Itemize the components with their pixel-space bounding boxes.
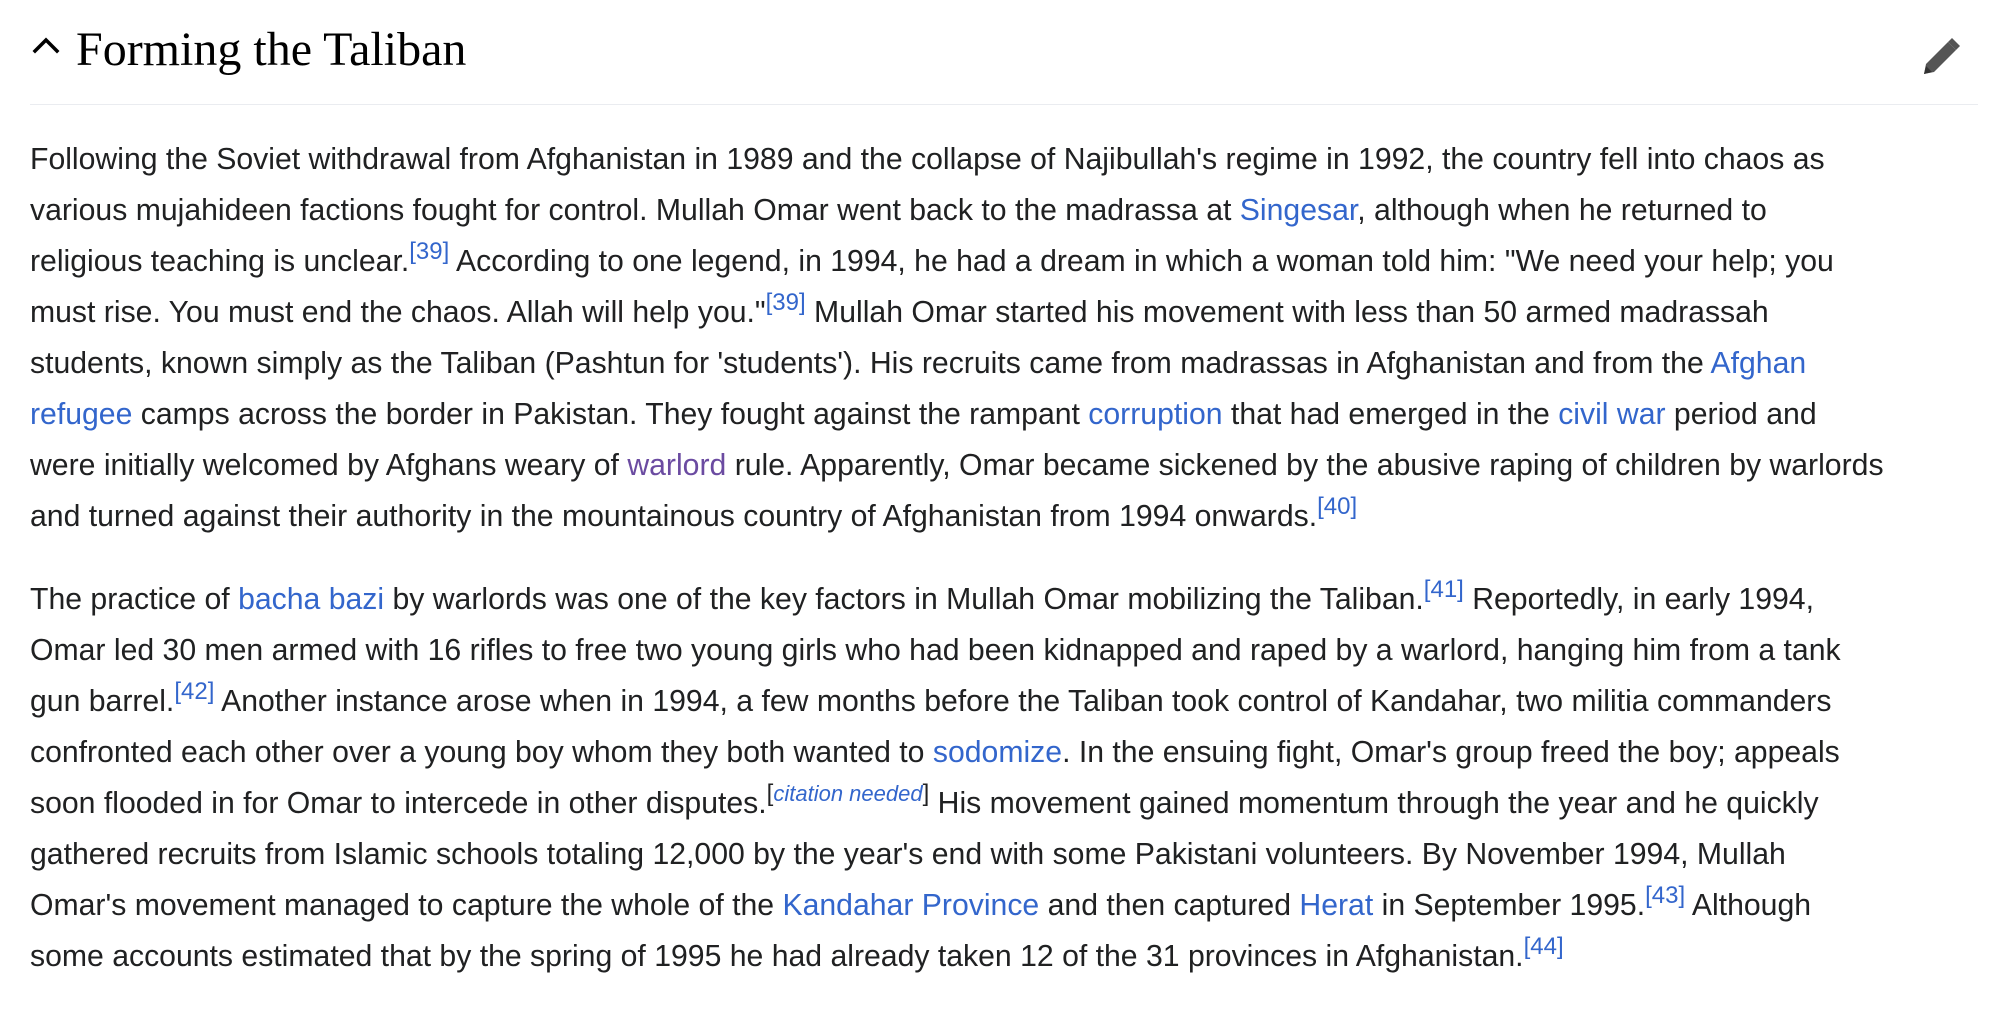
text-run: , although when he returned to <box>1357 194 1767 227</box>
link-sodomize[interactable]: sodomize <box>932 736 1063 769</box>
text-run: and turned against their authority in the mountainous country of Afghanistan from 1994 onwards. <box>30 500 1318 533</box>
reference-link[interactable]: [44] <box>1523 933 1564 960</box>
text-run: gun barrel. <box>30 685 175 718</box>
text-run: Reportedly, in early 1994, <box>1463 583 1814 616</box>
link-kandahar-province[interactable]: Kandahar Province <box>782 889 1040 922</box>
paragraph-2 <box>30 574 1982 982</box>
text-run: and then captured <box>1039 889 1300 922</box>
link-herat[interactable]: Herat <box>1299 889 1374 922</box>
citation-needed-link[interactable]: citation needed <box>773 781 923 806</box>
text-run: some accounts estimated that by the spring of 1995 he had already taken 12 of the 31 provinces in Afghanistan. <box>30 940 1524 973</box>
text-run: were initially welcomed by Afghans weary of <box>30 449 628 482</box>
text-line <box>30 134 1982 185</box>
link-bacha-bazi[interactable]: bacha bazi <box>238 583 385 616</box>
text-run: His movement gained momentum through the year and he quickly <box>929 787 1819 820</box>
text-line <box>30 829 1982 880</box>
text-run: According to one legend, in 1994, he had a dream in which a woman told him: "We need your help; you <box>449 245 1834 278</box>
text-line <box>30 389 1982 440</box>
reference-link[interactable]: [41] <box>1423 576 1464 603</box>
text-run: Following the Soviet withdrawal from Afghanistan in 1989 and the collapse of Najibullah's regime in 1992, the country fell into chaos as <box>30 143 1825 176</box>
text-line <box>30 338 1982 389</box>
text-line <box>30 727 1982 778</box>
text-line <box>30 185 1982 236</box>
reference-link[interactable]: [40] <box>1317 493 1358 520</box>
reference-39 <box>766 289 806 316</box>
bracket: ] <box>922 780 930 807</box>
text-run: rule. Apparently, Omar became sickened by the abusive raping of children by warlords <box>726 449 1884 482</box>
article-content <box>30 134 1982 1014</box>
link-afghan-refugee[interactable]: Afghan <box>1710 347 1807 380</box>
text-run: Another instance arose when in 1994, a few months before the Taliban took control of Kandahar, two militia commanders <box>214 685 1832 718</box>
text-line <box>30 287 1982 338</box>
text-run: . In the ensuing fight, Omar's group freed the boy; appeals <box>1062 736 1840 769</box>
text-run: by warlords was one of the key factors in Mullah Omar mobilizing the Taliban. <box>384 583 1424 616</box>
text-line <box>30 440 1982 491</box>
text-line <box>30 574 1982 625</box>
text-run: The practice of <box>30 583 239 616</box>
text-line <box>30 236 1982 287</box>
reference-link[interactable]: [42] <box>174 678 215 705</box>
text-line <box>30 676 1982 727</box>
link-afghan-refugee[interactable]: refugee <box>30 398 133 431</box>
reference-link[interactable]: [43] <box>1645 882 1686 909</box>
reference-41 <box>1424 576 1464 603</box>
text-run: in September 1995. <box>1373 889 1646 922</box>
text-line <box>30 931 1982 982</box>
text-run: students, known simply as the Taliban (Pashtun for 'students'). His recruits came from madrassas in Afghanistan and from the <box>30 347 1711 380</box>
text-run: gathered recruits from Islamic schools totaling 12,000 by the year's end with some Pakistani volunteers. By November 1994, Mullah <box>30 838 1786 871</box>
text-run: various mujahideen factions fought for control. Mullah Omar went back to the madrassa at <box>30 194 1240 227</box>
text-run: Omar's movement managed to capture the whole of the <box>30 889 783 922</box>
reference-43 <box>1645 882 1685 909</box>
link-singesar[interactable]: Singesar <box>1239 194 1358 227</box>
text-line <box>30 491 1982 542</box>
text-line <box>30 625 1982 676</box>
text-run: confronted each other over a young boy whom they both wanted to <box>30 736 933 769</box>
link-warlord[interactable]: warlord <box>627 449 727 482</box>
chevron-up-icon[interactable] <box>30 30 62 62</box>
text-run: that had emerged in the <box>1222 398 1559 431</box>
reference-44 <box>1524 933 1564 960</box>
pencil-icon[interactable] <box>1920 36 1962 78</box>
text-run: soon flooded in for Omar to intercede in other disputes. <box>30 787 767 820</box>
reference-link[interactable]: [39] <box>765 289 806 316</box>
link-corruption[interactable]: corruption <box>1088 398 1223 431</box>
reference-39 <box>409 238 449 265</box>
text-line <box>30 778 1982 829</box>
text-run: Mullah Omar started his movement with less than 50 armed madrassah <box>805 296 1769 329</box>
text-run: religious teaching is unclear. <box>30 245 410 278</box>
text-run: must rise. You must end the chaos. Allah will help you." <box>30 296 766 329</box>
text-run: Although <box>1685 889 1812 922</box>
text-line <box>30 880 1982 931</box>
text-run: Omar led 30 men armed with 16 rifles to free two young girls who had been kidnapped and raped by a warlord, hanging him from a tank <box>30 634 1841 667</box>
section-header <box>30 0 1978 105</box>
bracket: [ <box>766 780 774 807</box>
reference-42 <box>174 678 214 705</box>
link-civil-war[interactable]: civil war <box>1558 398 1666 431</box>
paragraph-1 <box>30 134 1982 542</box>
citation-needed <box>767 780 930 807</box>
text-run: period and <box>1665 398 1817 431</box>
reference-40 <box>1317 493 1357 520</box>
section-title: Forming the Taliban <box>76 23 467 76</box>
reference-link[interactable]: [39] <box>409 238 450 265</box>
text-run: camps across the border in Pakistan. They fought against the rampant <box>132 398 1089 431</box>
